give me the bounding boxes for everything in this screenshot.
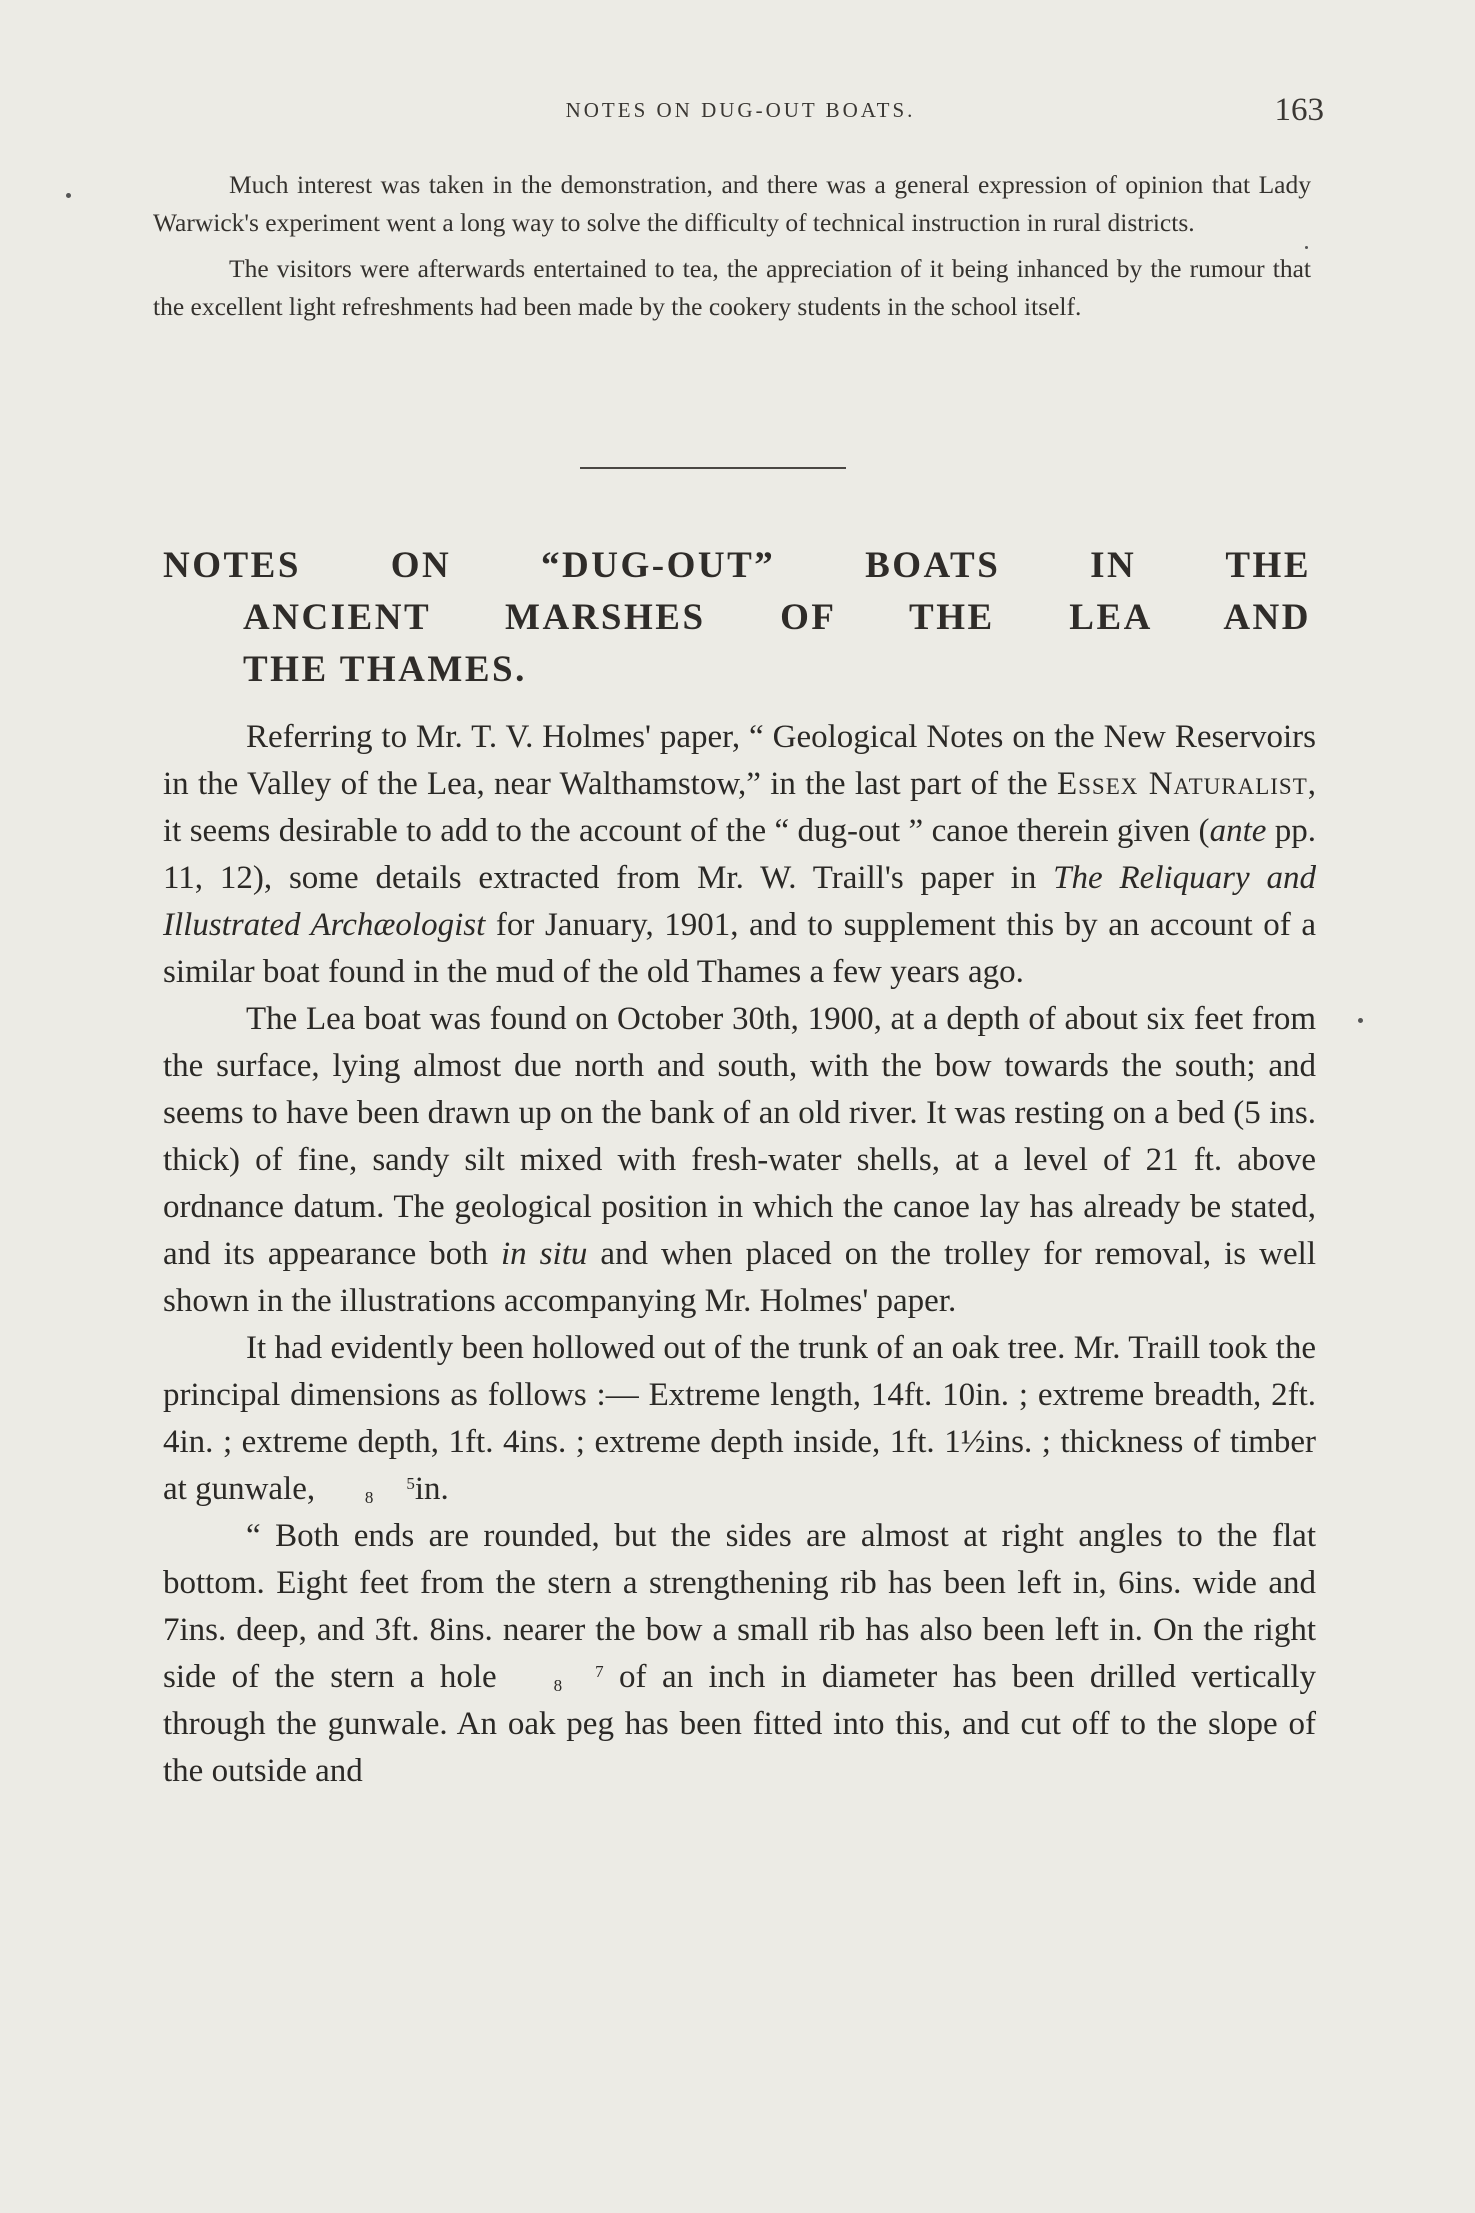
text-run: ins. ; thickness of timber at gunwale, — [163, 1424, 1316, 1507]
section-divider — [580, 467, 846, 469]
italic-text: in situ — [500, 1236, 588, 1272]
italic-text: ante — [1209, 813, 1267, 849]
text-run: “ Both ends are rounded, but the sides are almost at right angles to the flat bottom. Eight feet from the stern a strengthening rib has been left in, 6ins. wide and 7ins. deep, and 3ft. 8ins. nearer the bow a small rib has also been left in. On the right side of the stern a hole — [163, 1518, 1316, 1695]
title-line: NOTES ON “DUG-OUT” BOATS IN THE — [163, 545, 1311, 586]
text-run: for January, 1901, and to supplement this by an account of a similar boat found in the mud of the old Thames a few years ago. — [163, 907, 1316, 990]
ink-speck — [66, 193, 71, 198]
fraction-denominator: 8 — [364, 1488, 374, 1508]
ink-speck — [1358, 1018, 1363, 1023]
running-head: NOTES ON DUG-OUT BOATS. — [565, 98, 916, 122]
text-run: , it seems desirable to add to the account of the “ dug-out ” canoe therein given ( — [163, 766, 1316, 849]
intro-section — [153, 166, 1311, 334]
text-run: It had evidently been hollowed out of the trunk of an oak tree. Mr. Traill took the principal dimensions as follows :— Extreme length, 14ft. 10in. ; extreme breadth, 2ft. 4in. ; extreme depth, 1ft. 4ins. ; extreme depth inside, 1ft. 1 — [163, 1330, 1316, 1460]
fraction-denominator: 8 — [553, 1676, 563, 1696]
intro-paragraph: Much interest was taken in the demonstration, and there was a general expression of opinion that Lady Warwick's experiment went a long way to solve the difficulty of technical instruction in rural districts. — [153, 170, 1311, 237]
ink-speck — [1305, 246, 1308, 249]
body-paragraph — [163, 996, 1316, 1325]
text-run: The Lea boat was found on October 30th, 1900, at a depth of about six feet from the surface, lying almost due north and south, with the bow towards the south; and seems to have been drawn up on the bank of an old river. It was resting on a bed (5 ins. thick) of fine, sandy silt mixed with fresh-water shells, at a level of 21 ft. above ordnance datum. The geological position in which the canoe lay has already be stated, and its appearance both — [163, 1001, 1316, 1272]
text-run: and when placed on the trolley for removal, is well shown in the illustrations accompanying Mr. Holmes' paper. — [163, 1236, 1316, 1319]
text-run: Referring to Mr. T. V. Holmes' paper, “ Geological Notes on the New Reservoirs in the Valley of the Lea, near Walthamstow,” in the last part of the — [163, 719, 1316, 802]
fraction — [512, 1662, 604, 1696]
article-title — [163, 540, 1311, 696]
journal-title: The Reliquary and Illustrated Archæologist — [163, 860, 1316, 943]
journal-name: Essex Naturalist — [1056, 766, 1308, 802]
fraction-numerator: 5 — [406, 1474, 415, 1494]
body-paragraph — [163, 1513, 1316, 1795]
fraction — [323, 1474, 415, 1508]
intro-paragraph: The visitors were afterwards entertained to tea, the appreciation of it being inhanced by the rumour that the excellent light refreshments had been made by the cookery students in the school itself. — [153, 254, 1311, 321]
text-run: in. — [414, 1471, 449, 1507]
title-line: THE THAMES. — [243, 649, 527, 690]
body-paragraph — [163, 1325, 1316, 1513]
text-run: of an inch in diameter has been drilled vertically through the gunwale. An oak peg has been fitted into this, and cut off to the slope of the outside and — [163, 1659, 1316, 1789]
text-run: pp. 11, 12), some details extracted from Mr. W. Traill's paper in — [163, 813, 1317, 896]
page-number: 163 — [1274, 92, 1324, 128]
fraction: ½ — [960, 1424, 986, 1460]
body-paragraph — [163, 714, 1316, 996]
fraction-numerator: 7 — [595, 1662, 604, 1682]
title-line: ANCIENT MARSHES OF THE LEA AND — [243, 597, 1311, 638]
page-header — [163, 92, 1324, 136]
article-body — [163, 714, 1316, 1795]
